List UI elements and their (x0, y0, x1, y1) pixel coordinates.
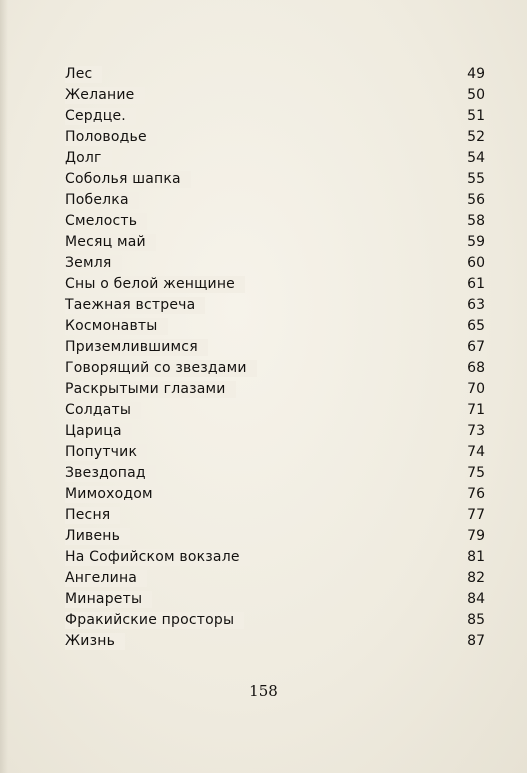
toc-entry-page: 68 (467, 360, 485, 376)
toc-entry-title: Сны о белой женщине (65, 276, 235, 292)
toc-entry-title: Приземлившимся (65, 339, 198, 355)
toc-entry-page: 79 (467, 528, 485, 544)
toc-entry (65, 526, 485, 547)
toc-entry-page: 87 (467, 633, 485, 649)
toc-entry-title: Месяц май (65, 234, 146, 250)
toc-entry-title: Желание (65, 87, 135, 103)
toc-entry-title: Ангелина (65, 570, 138, 586)
toc-entry-page: 74 (467, 444, 485, 460)
toc-entry (65, 589, 485, 610)
toc-entry-page: 77 (467, 507, 485, 523)
toc-entry-page: 50 (467, 87, 485, 103)
toc-entry-title: Смелость (65, 213, 138, 229)
toc-entry-title: Говорящий со звездами (65, 360, 247, 376)
toc-entry (65, 610, 485, 631)
toc-entry-page: 76 (467, 486, 485, 502)
toc-entry (65, 106, 485, 127)
toc-entry (65, 169, 485, 190)
toc-entry-title: Звездопад (65, 465, 146, 481)
toc-entry-page: 71 (467, 402, 485, 418)
toc-entry-page: 56 (467, 192, 485, 208)
toc-entry-page: 55 (467, 171, 485, 187)
toc-entry-page: 60 (467, 255, 485, 271)
toc-entry (65, 631, 485, 652)
toc-entry (65, 484, 485, 505)
toc-entry-page: 84 (467, 591, 485, 607)
toc-entry-page: 85 (467, 612, 485, 628)
toc-entry (65, 64, 485, 85)
toc-entry-title: Фракийские просторы (65, 612, 235, 628)
toc-entry (65, 190, 485, 211)
toc-entry (65, 379, 485, 400)
toc-entry-title: Ливень (65, 528, 121, 544)
toc-entry (65, 505, 485, 526)
toc-entry-title: Жизнь (65, 633, 116, 649)
toc-entry-page: 73 (467, 423, 485, 439)
toc-entry (65, 400, 485, 421)
toc-entry-title: Земля (65, 255, 112, 271)
toc-entry (65, 463, 485, 484)
toc-entry-page: 70 (467, 381, 485, 397)
toc-entry-page: 63 (467, 297, 485, 313)
toc-entry-page: 52 (467, 129, 485, 145)
toc-entry-page: 81 (467, 549, 485, 565)
toc-entry-title: Песня (65, 507, 111, 523)
toc-entry (65, 295, 485, 316)
toc-entry (65, 442, 485, 463)
toc-entry (65, 547, 485, 568)
toc-entry-page: 54 (467, 150, 485, 166)
toc-entry-page: 51 (467, 108, 485, 124)
page-number: 158 (249, 682, 278, 700)
toc-entry-page: 75 (467, 465, 485, 481)
toc-entry-title: Долг (65, 150, 102, 166)
toc-entry-title: Солдаты (65, 402, 132, 418)
toc-entry (65, 148, 485, 169)
toc-entry-title: Космонавты (65, 318, 158, 334)
toc-entry (65, 232, 485, 253)
toc-entry-page: 67 (467, 339, 485, 355)
page-edge-shadow (0, 0, 8, 773)
toc-entry (65, 316, 485, 337)
toc-entry-title: Минареты (65, 591, 143, 607)
toc-entry (65, 568, 485, 589)
toc-entry-page: 65 (467, 318, 485, 334)
table-of-contents (65, 64, 485, 652)
toc-entry (65, 85, 485, 106)
toc-entry-title: Попутчик (65, 444, 138, 460)
toc-entry (65, 274, 485, 295)
toc-entry-title: Раскрытыми глазами (65, 381, 226, 397)
toc-entry-title: Побелка (65, 192, 129, 208)
toc-entry-page: 82 (467, 570, 485, 586)
toc-entry-page: 49 (467, 66, 485, 82)
toc-entry (65, 211, 485, 232)
toc-entry (65, 127, 485, 148)
toc-entry-page: 59 (467, 234, 485, 250)
toc-entry-title: Мимоходом (65, 486, 153, 502)
toc-entry (65, 421, 485, 442)
toc-entry-title: Царица (65, 423, 122, 439)
toc-entry-title: Лес (65, 66, 93, 82)
toc-entry (65, 253, 485, 274)
toc-entry-title: Соболья шапка (65, 171, 181, 187)
toc-entry-title: Половодье (65, 129, 147, 145)
toc-entry (65, 337, 485, 358)
toc-entry-page: 61 (467, 276, 485, 292)
toc-entry-page: 58 (467, 213, 485, 229)
toc-entry (65, 358, 485, 379)
toc-entry-title: На Софийском вокзале (65, 549, 240, 565)
toc-entry-title: Таежная встреча (65, 297, 196, 313)
toc-entry-title: Сердце. (65, 108, 126, 124)
